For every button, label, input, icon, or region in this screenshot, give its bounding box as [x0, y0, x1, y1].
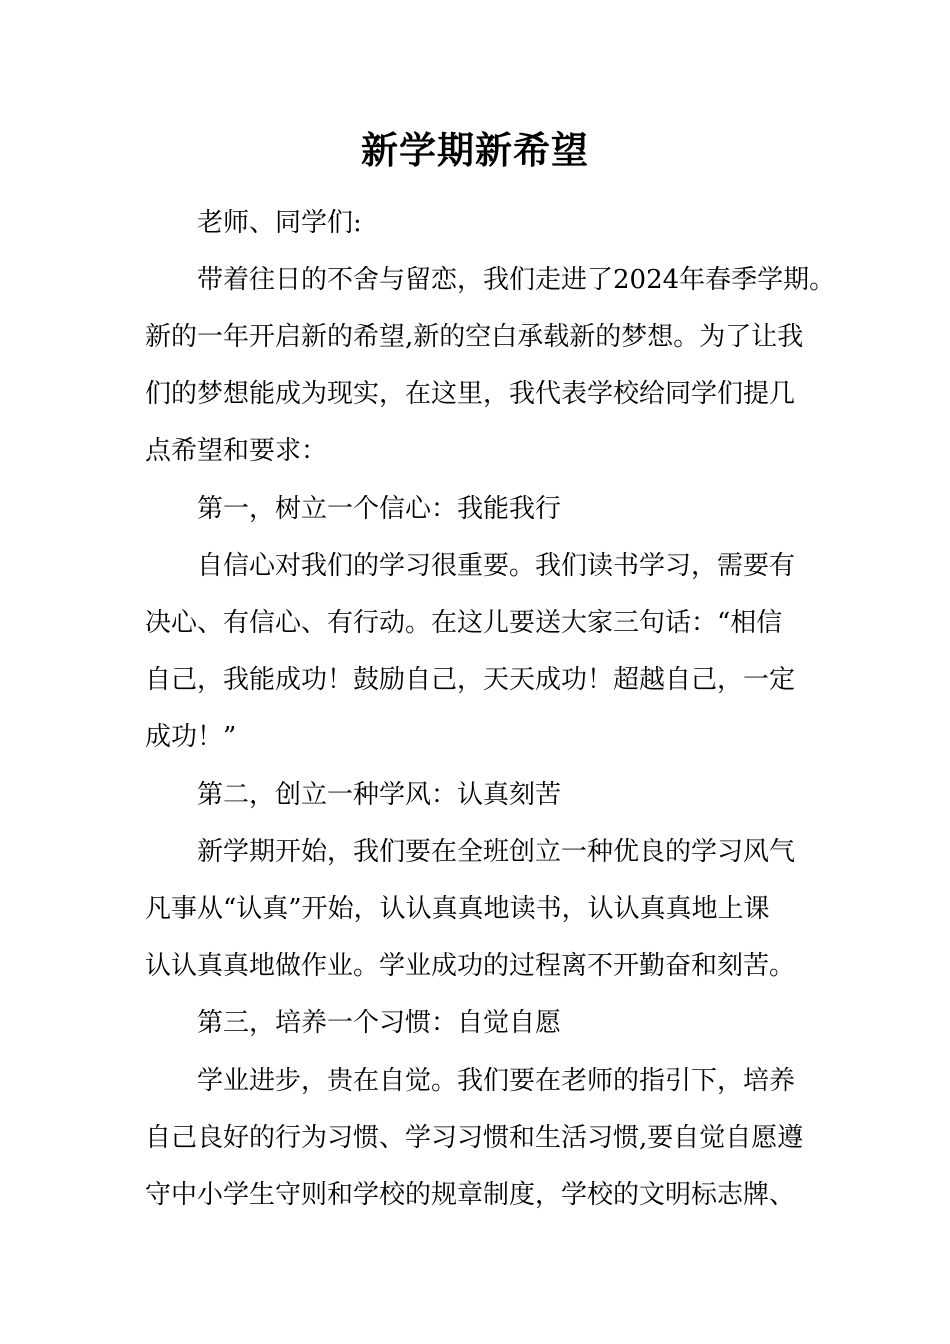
- section-heading-1: 第一，树立一个信心：我能我行: [197, 494, 562, 524]
- paragraph-line: 新的一年开启新的希望,新的空白承载新的梦想。为了让我: [145, 322, 804, 352]
- paragraph-line: 带着往日的不舍与留恋，我们走进了2024年春季学期。: [197, 265, 836, 295]
- paragraph-line: 新学期开始，我们要在全班创立一种优良的学习风气: [197, 837, 796, 867]
- paragraph-line: 学业进步，贵在自觉。我们要在老师的指引下，培养: [197, 1066, 796, 1096]
- salutation: 老师、同学们:: [197, 208, 362, 238]
- paragraph-line: 点希望和要求：: [145, 436, 328, 466]
- paragraph-line: 决心、有信心、有行动。在这儿要送大家三句话：“相信: [145, 608, 783, 638]
- paragraph-line: 认认真真地做作业。学业成功的过程离不开勤奋和刻苦。: [145, 951, 796, 981]
- paragraph-line: 自己，我能成功！鼓励自己，天天成功！超越自己，一定: [145, 665, 796, 695]
- paragraph-line: 自己良好的行为习惯、学习习惯和生活习惯,要自觉自愿遵: [145, 1123, 804, 1153]
- paragraph-line: 成功！”: [145, 722, 237, 752]
- section-heading-3: 第三，培养一个习惯：自觉自愿: [197, 1008, 562, 1038]
- paragraph-line: 们的梦想能成为现实，在这里，我代表学校给同学们提几: [145, 379, 796, 409]
- paragraph-line: 凡事从“认真”开始，认认真真地读书，认认真真地上课: [145, 894, 770, 924]
- section-heading-2: 第二，创立一种学风：认真刻苦: [197, 780, 562, 810]
- paragraph-line: 自信心对我们的学习很重要。我们读书学习，需要有: [197, 551, 796, 581]
- document-title: 新学期新希望: [361, 129, 589, 172]
- paragraph-line: 守中小学生守则和学校的规章制度，学校的文明标志牌、: [145, 1180, 796, 1210]
